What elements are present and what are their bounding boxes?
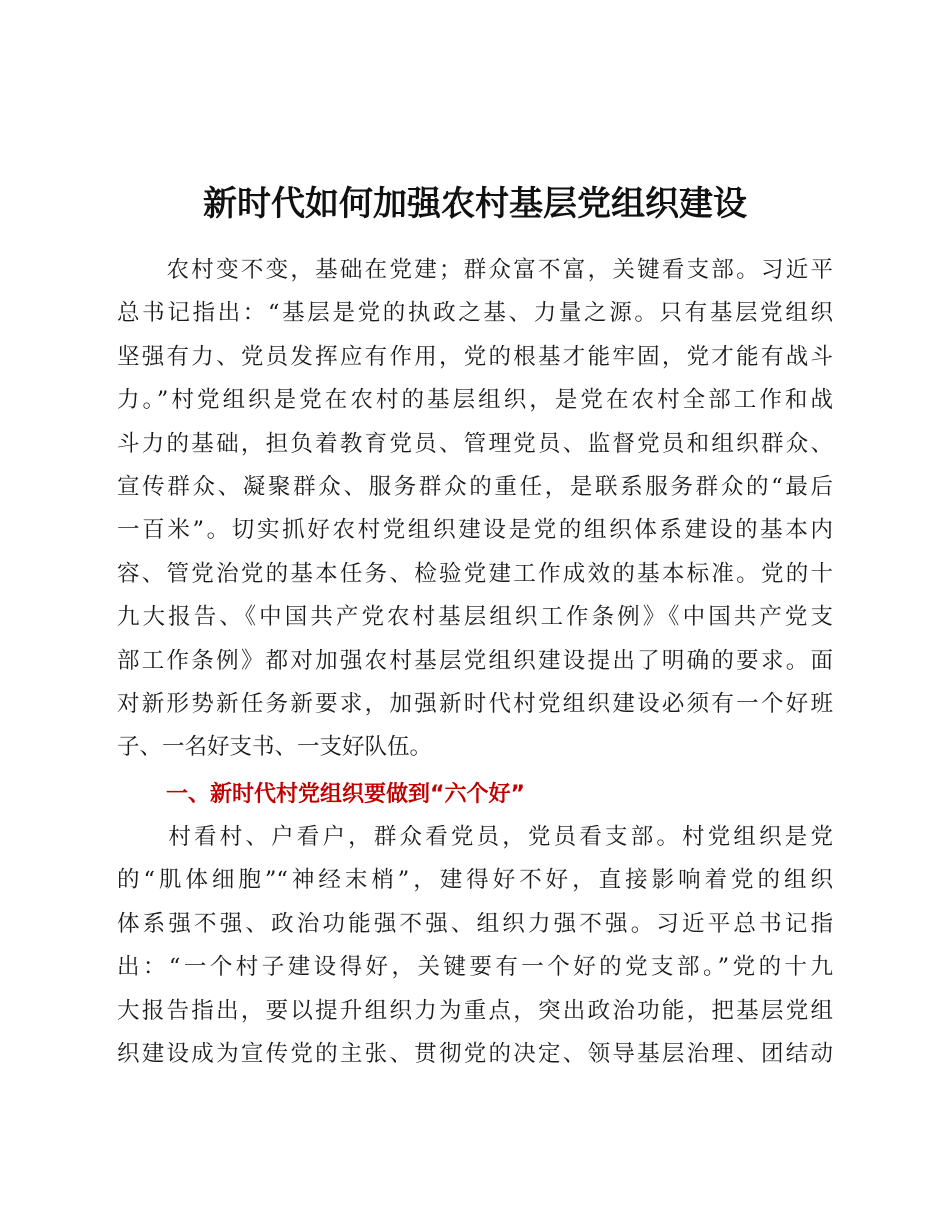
- paragraph-line: 子、一名好支书、一支好队伍。: [117, 734, 433, 761]
- paragraph-line: 一百米”。切实抓好农村党组织建设是党的组织体系建设的基本内: [117, 517, 833, 544]
- paragraph-line: 九大报告、《中国共产党农村基层组织工作条例》《中国共产党支: [117, 604, 833, 631]
- document-title: 新时代如何加强农村基层党组织建设: [203, 184, 747, 224]
- paragraph-line: 体系强不强、政治功能强不强、组织力强不强。习近平总书记指: [117, 910, 833, 937]
- paragraph-line: 斗力的基础，担负着教育党员、管理党员、监督党员和组织群众、: [117, 430, 833, 457]
- paragraph-line: 大报告指出，要以提升组织力为重点，突出政治功能，把基层党组: [117, 997, 833, 1024]
- paragraph-line: 力。”村党组织是党在农村的基层组织，是党在农村全部工作和战: [117, 387, 833, 414]
- paragraph-line: 村看村、户看户，群众看党员，党员看支部。村党组织是党: [117, 824, 833, 850]
- paragraph-line: 总书记指出：“基层是党的执政之基、力量之源。只有基层党组织: [117, 300, 833, 327]
- paragraph-line: 宣传群众、凝聚群众、服务群众的重任，是联系服务群众的“最后: [117, 473, 833, 500]
- paragraph-line: 部工作条例》都对加强农村基层党组织建设提出了明确的要求。面: [117, 647, 833, 674]
- paragraph-line: 农村变不变，基础在党建；群众富不富，关键看支部。习近平: [117, 257, 833, 283]
- paragraph-line: 出：“一个村子建设得好，关键要有一个好的党支部。”党的十九: [117, 954, 833, 981]
- paragraph-line: 对新形势新任务新要求，加强新时代村党组织建设必须有一个好班: [117, 690, 833, 717]
- paragraph-line: 坚强有力、党员发挥应有作用，党的根基才能牢固，党才能有战斗: [117, 343, 833, 370]
- section-heading: 一、新时代村党组织要做到“六个好”: [166, 782, 525, 807]
- paragraph-line: 织建设成为宣传党的主张、贯彻党的决定、领导基层治理、团结动: [117, 1040, 833, 1067]
- paragraph-line: 的“肌体细胞”“神经末梢”，建得好不好，直接影响着党的组织: [117, 867, 833, 894]
- paragraph-intro: [117, 249, 833, 770]
- paragraph-line: 容、管党治党的基本任务、检验党建工作成效的基本标准。党的十: [117, 560, 833, 587]
- paragraph-section1: [117, 816, 833, 1076]
